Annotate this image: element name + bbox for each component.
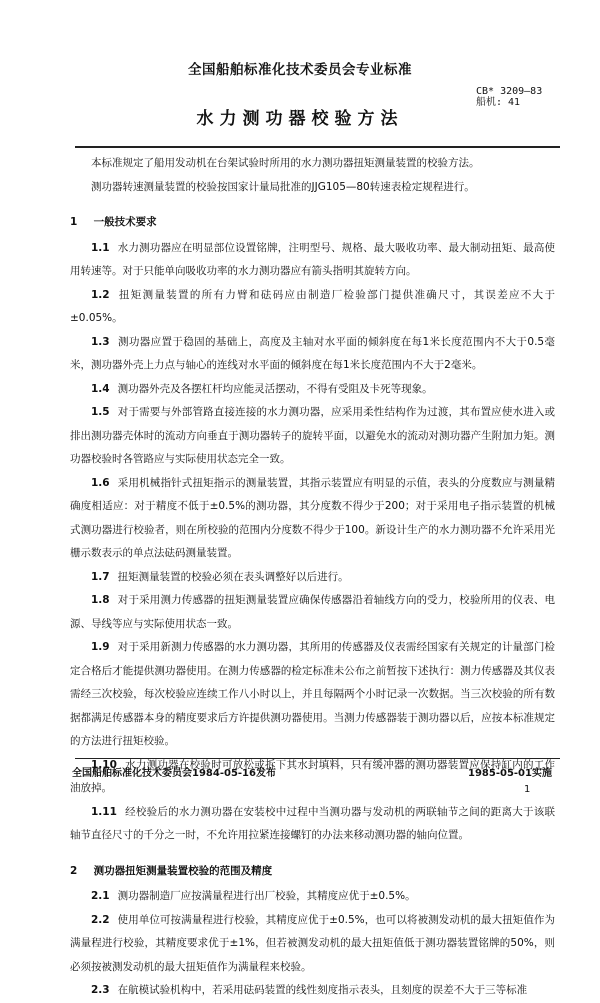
clause-number: 1.9 [91, 641, 110, 653]
clause [70, 979, 555, 1003]
document-title: 水力测功器校验方法 [196, 109, 404, 129]
clause [70, 566, 555, 590]
clause [70, 237, 555, 284]
clause [70, 284, 555, 331]
clause-text: 测功器外壳及各摆杠杆均应能灵活摆动，不得有受阻及卡死等现象。 [117, 382, 433, 395]
clause [70, 589, 555, 636]
clause-text: 使用单位可按满量程进行校验，其精度应优于±0.5%，也可以将被测发动机的最大扭矩值作为满量程进行校验，其精度要求优于±1%，但若被测发动机的最大扭矩值低于测功器装置铭牌的50%，则必须按被测发动机的最大扭矩值作为满量程来校验。 [70, 913, 555, 973]
section-title: 一般技术要求 [93, 216, 157, 228]
clause [70, 378, 555, 402]
clause-text: 对于采用测力传感器的扭矩测量装置应确保传感器沿着轴线方向的受力，校验所用的仪表、电源、导线等应与实际使用状态一致。 [70, 594, 555, 630]
clause-text: 经校验后的水力测功器在安装校中过程中当测功器与发动机的两联轴节之间的距离大于该联轴节直径尺寸的千分之一时，不允许用拉紧连接螺钉的办法来移动测功器的轴向位置。 [70, 805, 555, 841]
section-heading [70, 860, 555, 884]
clause-number: 1.4 [91, 382, 110, 395]
clause-number: 1.11 [91, 805, 117, 818]
issue-date: 全国船舶标准化技术委员会1984-05-16发布 [72, 768, 276, 779]
clause-number: 2.1 [91, 890, 110, 902]
clause-number: 1.6 [91, 476, 110, 489]
section-title: 测功器扭矩测量装置校验的范围及精度 [93, 864, 273, 877]
clause-number: 1.7 [91, 570, 110, 583]
clause [70, 801, 555, 848]
clause [70, 401, 555, 472]
clause-text: 采用机械指针式扭矩指示的测量装置，其指示装置应有明显的示值，表头的分度数应与测量精确度相适应：对于精度不低于±0.5%的测功器，其分度数不得少于200；对于采用电子指示装置的机械式测功器进行校验者，则在所校验的范围内分度数不得少于100。新设计生产的水力测功器不允许采用光栅示数表示的单点法砝码测量装置。 [70, 476, 555, 559]
clause [70, 909, 555, 980]
clause [70, 885, 555, 909]
header-rule [75, 146, 560, 148]
clause-text: 测功器应置于稳固的基础上，高度及主轴对水平面的倾斜度在每1米长度范围内不大于0.5毫米，测功器外壳上力点与轴心的连线对水平面的倾斜度在每1米长度范围内不大于2毫米。 [70, 335, 555, 371]
clause-number: 1.1 [91, 241, 110, 254]
clause-number: 2.2 [91, 913, 110, 926]
clause-text: 扭矩测量装置的所有力臂和砝码应由制造厂检验部门提供准确尺寸，其误差应不大于±0.05%。 [70, 288, 555, 324]
classification-code: 船机: 41 [476, 97, 521, 108]
clause-number: 1.10 [91, 758, 117, 771]
section-number: 2 [70, 864, 78, 877]
intro [70, 152, 555, 199]
footer-rule [75, 758, 560, 759]
clause-text: 测功器制造厂应按满量程进行出厂校验，其精度应优于±0.5%。 [117, 890, 416, 902]
standard-code: CB* 3209—83 [476, 86, 543, 97]
clause-number: 2.3 [91, 984, 110, 996]
clause [70, 636, 555, 754]
section-number: 1 [70, 216, 78, 228]
clause-text: 水力测功器应在明显部位设置铭牌，注明型号、规格、最大吸收功率、最大制动扭矩、最高使用转速等。对于只能单向吸收功率的水力测功器应有箭头指明其旋转方向。 [70, 241, 555, 277]
clause-text: 在航模试验机构中，若采用砝码装置的线性刻度指示表头，且刻度的误差不大于三等标准 [117, 984, 528, 996]
page-number: 1 [524, 784, 531, 795]
clause-number: 1.5 [91, 406, 110, 418]
clause-text: 对于采用新测力传感器的水力测功器，其所用的传感器及仪表需经国家有关规定的计量部门检定合格后才能提供测功器使用。在测力传感器的检定标准未公布之前暂按下述执行：测力传感器及其仪表需经三次校验，每次校验应连续工作八小时以上，并且每隔两个小时记录一次数据。当三次校验的所有数据都满足传感器本身的精度要求后方许提供测功器使用。当测力传感器装于测功器以后，应按本标准规定的方法进行扭矩校验。 [70, 641, 555, 747]
effective-date: 1985-05-01实施 [468, 768, 552, 779]
clause-text: 扭矩测量装置的校验必须在表头调整好以后进行。 [117, 570, 349, 583]
clause-number: 1.8 [91, 594, 110, 606]
clause-number: 1.2 [91, 288, 110, 301]
clause [70, 472, 555, 566]
document-body [70, 152, 555, 1003]
clause [70, 331, 555, 378]
intro-paragraph: 本标准规定了船用发动机在台架试验时所用的水力测功器扭矩测量装置的校验方法。 [91, 157, 480, 169]
intro-paragraph: 测功器转速测量装置的校验按国家计量局批准的JJG105—80转速表检定规程进行。 [91, 180, 475, 193]
section-heading [70, 211, 555, 235]
clause-text: 水力测功器在校验时可放松或拆下其水封填料，只有缓冲器的测功器装置应保持缸内的工作油放掉。 [70, 758, 555, 794]
committee-heading: 全国船舶标准化技术委员会专业标准 [188, 62, 412, 78]
clause-number: 1.3 [91, 335, 110, 348]
clause-text: 对于需要与外部管路直接连接的水力测功器，应采用柔性结构作为过渡，其布置应使水进入或排出测功器壳体时的流动方向垂直于测功器转子的旋转平面，以避免水的流动对测功器产生附加力矩。测功器校验时各管路应与实际使用状态完全一致。 [70, 406, 555, 465]
